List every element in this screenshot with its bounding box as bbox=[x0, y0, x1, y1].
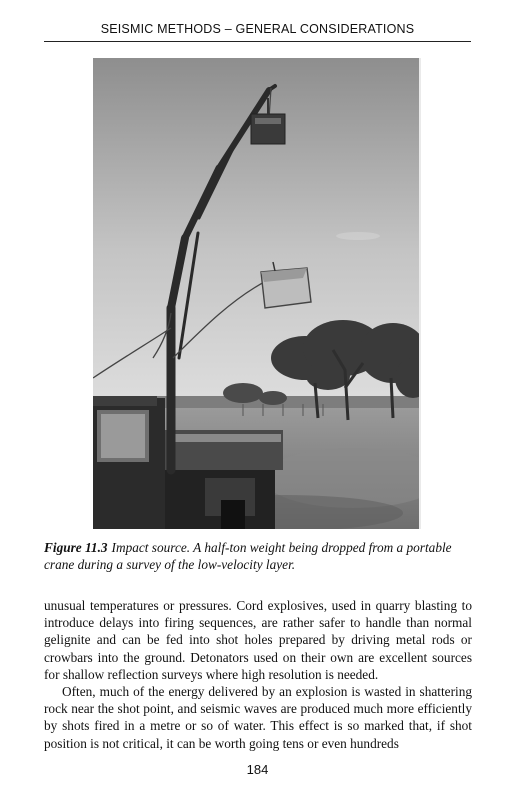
body-text bbox=[44, 597, 472, 752]
figure-caption bbox=[44, 539, 472, 573]
figure-caption-text: Impact source. A half-ton weight being dropped from a portable crane during a survey of the low-velocity layer. bbox=[44, 540, 452, 572]
figure-label: Figure 11.3 bbox=[44, 540, 108, 555]
header-rule bbox=[44, 41, 471, 42]
figure-photo bbox=[93, 58, 421, 529]
running-header: SEISMIC METHODS – GENERAL CONSIDERATIONS bbox=[100, 22, 415, 36]
body-paragraph: Often, much of the energy delivered by an explosion is wasted in shattering rock near the shot point, and seismic waves are produced much more efficiently by shots fired in a metre or so of water. This effect is so marked that, if shot position is not critical, it can be worth going tens or even hundreds bbox=[44, 684, 472, 751]
page-number: 184 bbox=[246, 762, 269, 777]
body-paragraph: unusual temperatures or pressures. Cord explosives, used in quarry blasting to introduce delays into firing sequences, are rather safer to handle than normal gelignite and can be fed into shot holes prepared by driving metal rods or crowbars into the ground. Detonators used on their own are excellent sources for shallow reflection surveys where high resolution is needed. bbox=[44, 598, 472, 682]
